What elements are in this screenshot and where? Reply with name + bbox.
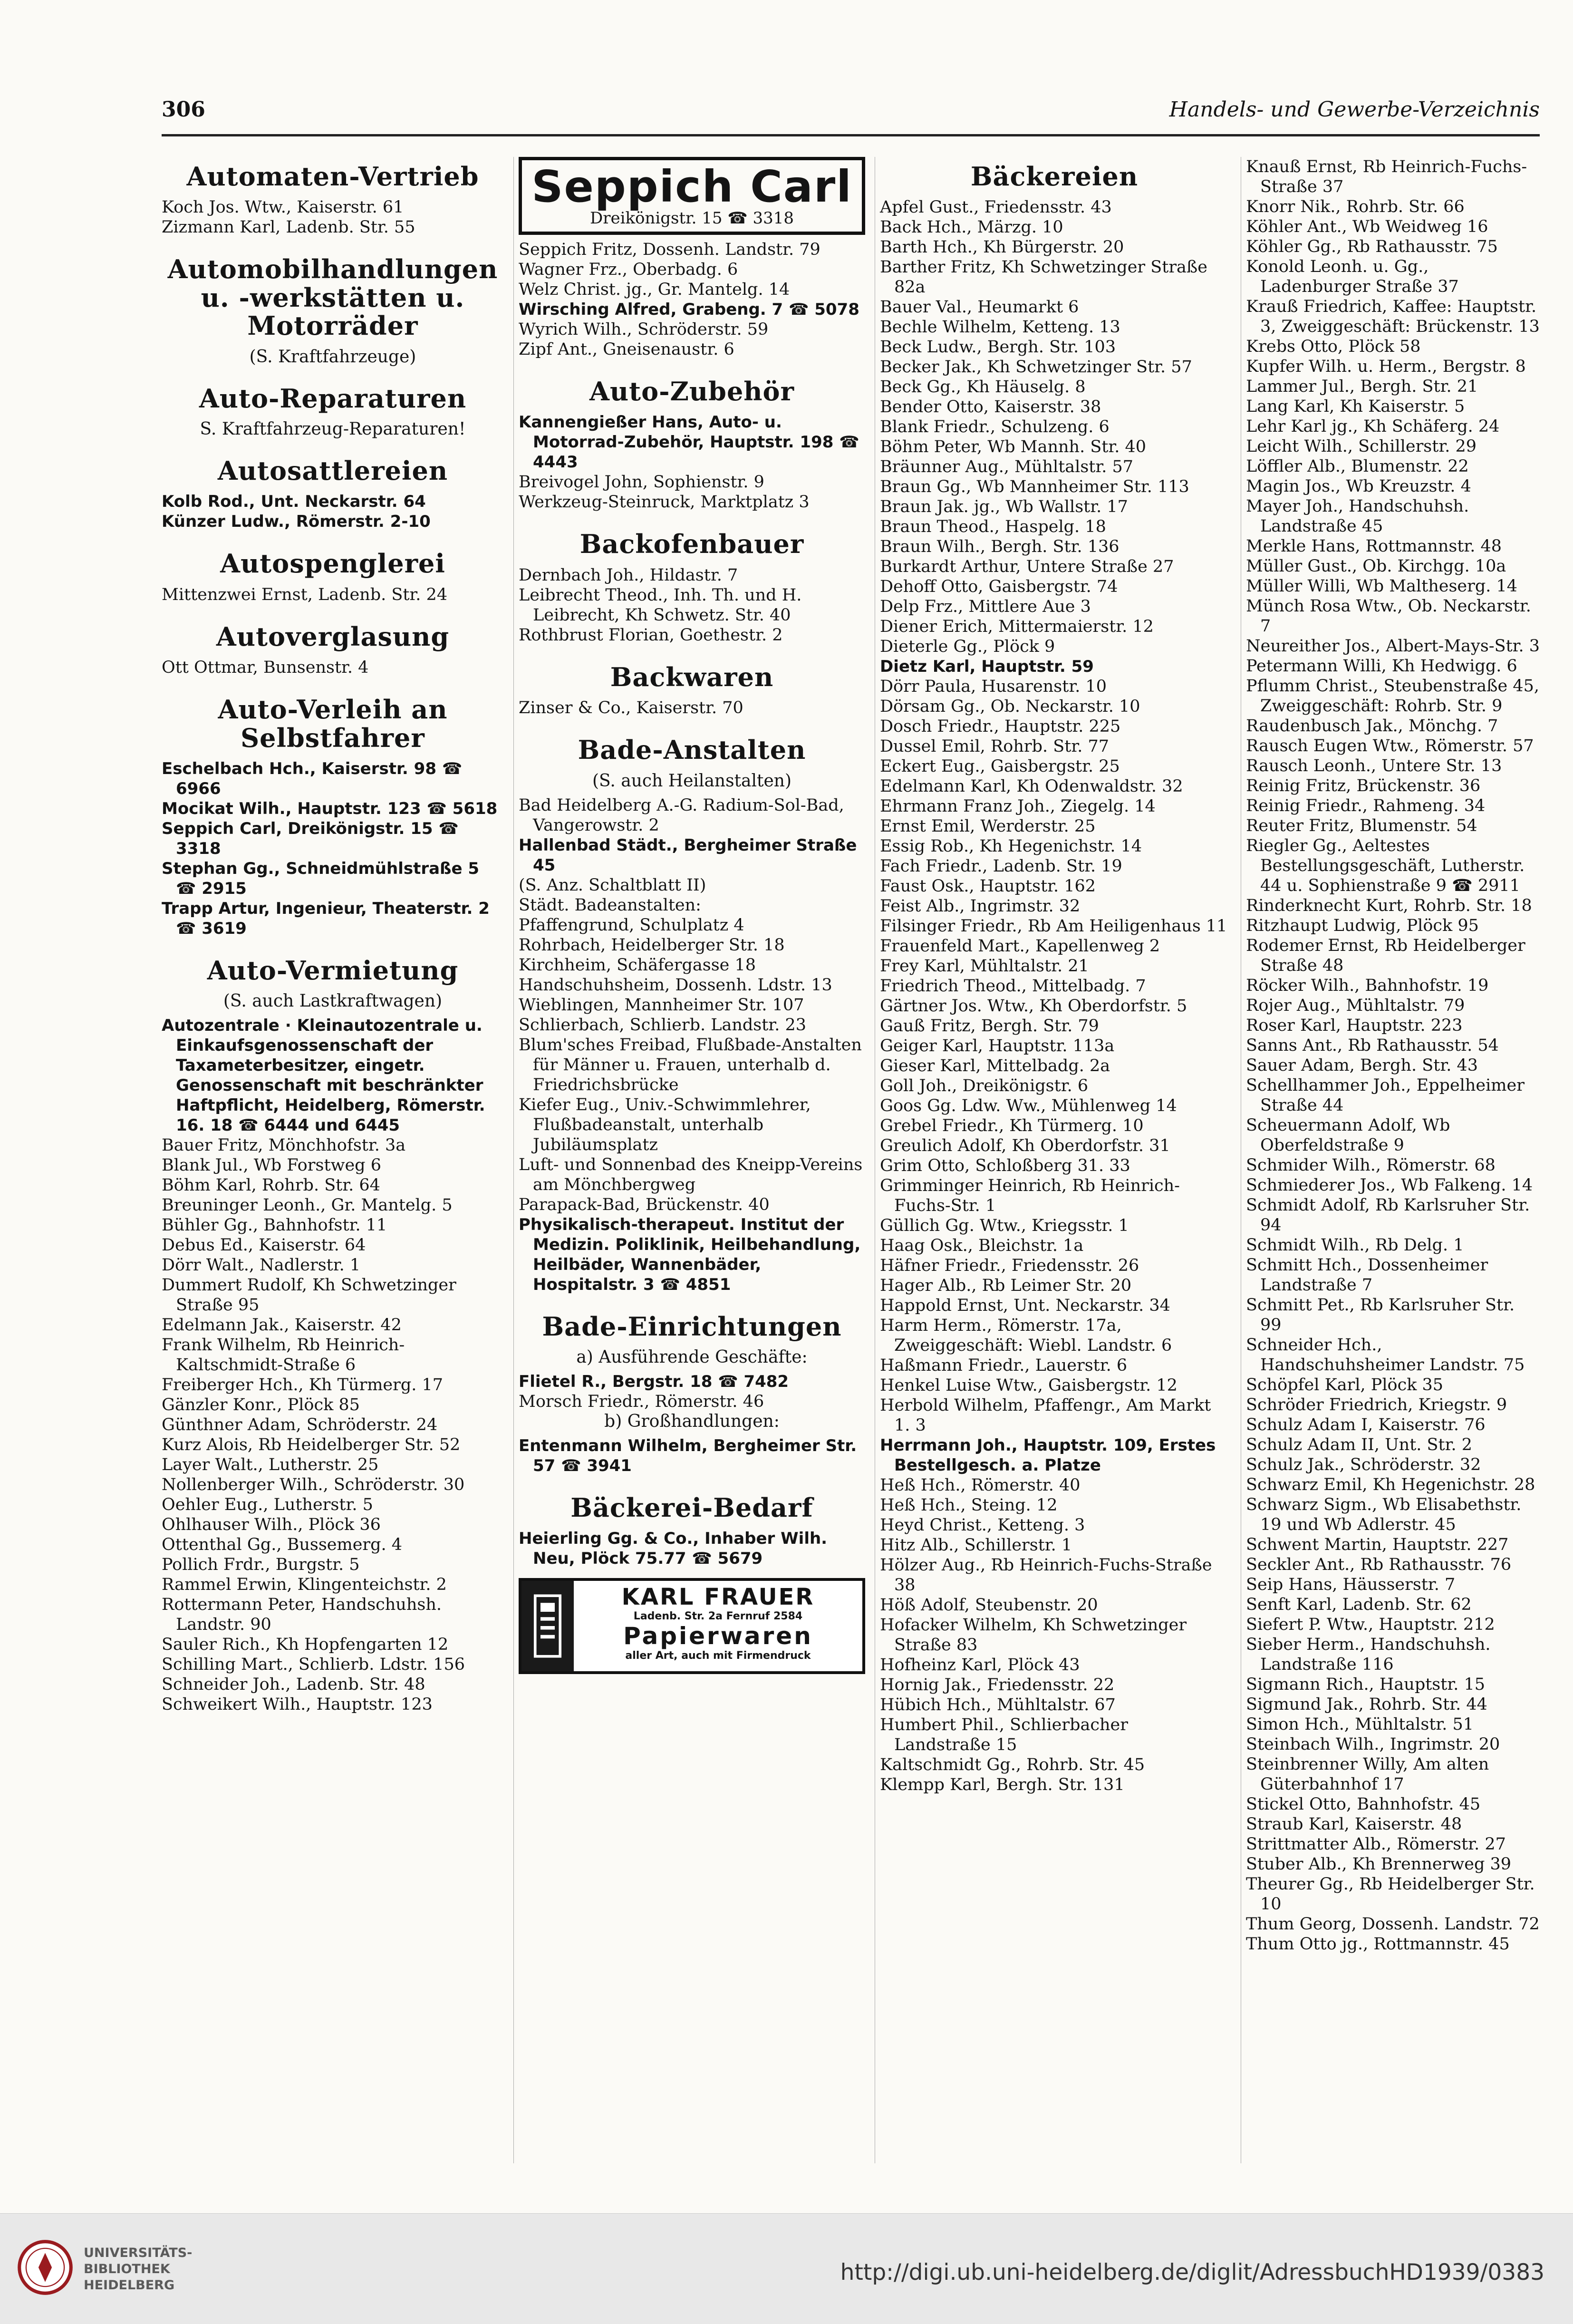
directory-entry: Seip Hans, Häusserstr. 7 [1246,1575,1456,1594]
directory-entry: Hornig Jak., Friedensstr. 22 [880,1675,1115,1695]
directory-entry: Dehoff Otto, Gaisbergstr. 74 [880,577,1118,597]
directory-entry: Stephan Gg., Schneidmühlstraße 5 ☎ 2915 [162,859,480,898]
directory-entry: Reuter Fritz, Blumenstr. 54 [1246,816,1477,835]
directory-entry: Wieblingen, Mannheimer Str. 107 [519,995,804,1015]
directory-entry: Müller Gust., Ob. Kirchgg. 10a [1246,557,1506,576]
directory-entry: Nollenberger Wilh., Schröderstr. 30 [162,1475,465,1495]
directory-entry: Bechle Wilhelm, Ketteng. 13 [880,318,1120,337]
directory-entry: Blank Jul., Wb Forstweg 6 [162,1156,381,1175]
directory-entry: Rausch Leonh., Untere Str. 13 [1246,756,1502,775]
directory-entry: Burkardt Arthur, Untere Straße 27 [880,557,1174,577]
directory-entry: Schwarz Sigm., Wb Elisabethstr. 19 und Wb Adlerstr. 45 [1246,1495,1522,1534]
directory-entry: Gärtner Jos. Wtw., Kh Oberdorfstr. 5 [880,997,1187,1016]
directory-entry: Back Hch., Märzg. 10 [880,218,1063,237]
directory-entry: Pfaffengrund, Schulplatz 4 [519,915,744,935]
directory-entry: Hofacker Wilhelm, Kh Schwetzinger Straße 83 [880,1616,1187,1655]
directory-entry: Braun Wilh., Bergh. Str. 136 [880,537,1119,557]
directory-entry: Reinig Friedr., Rahmeng. 34 [1246,796,1486,815]
directory-entry: Rottermann Peter, Handschuhsh. Landstr. 90 [162,1595,442,1635]
directory-entry: Müller Willi, Wb Maltheserg. 14 [1246,577,1518,596]
directory-entry: Frank Wilhelm, Rb Heinrich-Kaltschmidt-Straße 6 [162,1336,405,1375]
directory-entry: Ott Ottmar, Bunsenstr. 4 [162,658,369,678]
directory-entry: Klempp Karl, Bergh. Str. 131 [880,1775,1125,1795]
directory-entry: Leicht Wilh., Schillerstr. 29 [1246,437,1476,456]
directory-entry: Ohlhauser Wilh., Plöck 36 [162,1515,381,1535]
ad-line: KARL FRAUER [621,1584,815,1611]
directory-entry: Böhm Karl, Rohrb. Str. 64 [162,1176,380,1195]
directory-entry: Filsinger Friedr., Rb Am Heiligenhaus 11 [880,917,1227,936]
directory-entry: Breuninger Leonh., Gr. Mantelg. 5 [162,1196,453,1215]
directory-entry: Rausch Eugen Wtw., Römerstr. 57 [1246,736,1534,755]
directory-entry: Dummert Rudolf, Kh Schwetzinger Straße 95 [162,1276,456,1315]
directory-entry: Grim Otto, Schloßberg 31. 33 [880,1156,1130,1176]
directory-entry: Herbold Wilhelm, Pfaffengr., Am Markt 1. 3 [880,1396,1211,1435]
library-name-line3: HEIDELBERG [84,2278,175,2293]
directory-entry: Gauß Fritz, Bergh. Str. 79 [880,1017,1099,1036]
directory-entry: Bauer Fritz, Mönchhofstr. 3a [162,1136,406,1155]
section-heading: Bade-Anstalten [578,735,806,765]
directory-entry: Debus Ed., Kaiserstr. 64 [162,1236,366,1255]
directory-entry: Handschuhsheim, Dossenh. Ldstr. 13 [519,975,832,995]
directory-entry: Wirsching Alfred, Grabeng. 7 ☎ 5078 [519,300,859,319]
directory-entry: Sigmann Rich., Hauptstr. 15 [1246,1675,1486,1694]
directory-entry: Kirchheim, Schäfergasse 18 [519,955,756,975]
directory-entry: Bad Heidelberg A.-G. Radium-Sol-Bad, Vangerowstr. 2 [519,795,844,835]
library-name-line1: UNIVERSITÄTS- [84,2246,193,2260]
directory-entry: Schulz Adam I, Kaiserstr. 76 [1246,1415,1486,1434]
directory-entry: Künzer Ludw., Römerstr. 2-10 [162,512,431,532]
directory-entry: Friedrich Theod., Mittelbadg. 7 [880,977,1146,996]
directory-entry: Kannengießer Hans, Auto- u. Motorrad-Zubehör, Hauptstr. 198 ☎ 4443 [519,413,859,472]
directory-entry: Schwent Martin, Hauptstr. 227 [1246,1535,1509,1554]
directory-entry: Schöpfel Karl, Plöck 35 [1246,1375,1444,1394]
directory-entry: Haßmann Friedr., Lauerstr. 6 [880,1356,1128,1375]
directory-entry: Bauer Val., Heumarkt 6 [880,298,1079,317]
directory-entry: Häfner Friedr., Friedensstr. 26 [880,1256,1139,1276]
directory-entry: Stuber Alb., Kh Brennerweg 39 [1246,1855,1512,1874]
directory-entry: Zinser & Co., Kaiserstr. 70 [519,698,743,718]
directory-entry: Zipf Ant., Gneisenaustr. 6 [519,340,734,359]
directory-entry: Heß Hch., Steing. 12 [880,1496,1058,1515]
directory-entry: Morsch Friedr., Römerstr. 46 [519,1392,764,1411]
directory-entry: Schwarz Emil, Kh Hegenichstr. 28 [1246,1475,1535,1494]
directory-entry: Goos Gg. Ldw. Ww., Mühlenweg 14 [880,1096,1177,1116]
directory-entry: Herrmann Joh., Hauptstr. 109, Erstes Bestellgesch. a. Platze [880,1436,1216,1475]
directory-entry: Entenmann Wilhelm, Bergheimer Str. 57 ☎ 3941 [519,1436,857,1475]
column-2 [513,157,865,2163]
directory-entry: Braun Gg., Wb Mannheimer Str. 113 [880,477,1189,497]
directory-entry: Kolb Rod., Unt. Neckarstr. 64 [162,492,426,512]
section-note: S. Kraftfahrzeug-Reparaturen! [200,419,466,439]
ad-logo-icon [521,1581,574,1671]
directory-entry: Werkzeug-Steinruck, Marktplatz 3 [519,493,810,512]
section-heading: Backwaren [610,661,774,692]
directory-entry: Dörsam Gg., Ob. Neckarstr. 10 [880,697,1140,717]
directory-entry: Steinbrenner Willy, Am alten Güterbahnhof 17 [1246,1755,1489,1794]
directory-entry: Apfel Gust., Friedensstr. 43 [880,198,1112,217]
section-heading: Automobilhandlungen u. -werkstätten u. Motorräder [167,254,498,341]
section-heading: Auto-Reparaturen [199,383,467,414]
column-4 [1241,157,1540,2163]
directory-entry: Greulich Adolf, Kh Oberdorfstr. 31 [880,1136,1170,1156]
directory-entry: Raudenbusch Jak., Mönchg. 7 [1246,717,1498,736]
directory-entry: Dosch Friedr., Hauptstr. 225 [880,717,1121,736]
directory-entry: Löffler Alb., Blumenstr. 22 [1246,457,1469,476]
section-heading: Backofenbauer [579,529,804,560]
directory-entry: Merkle Hans, Rottmannstr. 48 [1246,537,1502,556]
directory-entry: Eckert Eug., Gaisbergstr. 25 [880,757,1120,776]
directory-entry: Schmitt Pet., Rb Karlsruher Str. 99 [1246,1296,1515,1335]
directory-entry: Hallenbad Städt., Bergheimer Straße 45 [519,835,857,875]
directory-entry: Gieser Karl, Mittelbadg. 2a [880,1056,1110,1076]
directory-entry: Schilling Mart., Schlierb. Ldstr. 156 [162,1655,465,1675]
advertisement-seppich [519,157,865,235]
directory-entry: Feist Alb., Ingrimstr. 32 [880,897,1081,916]
directory-entry: Böhm Peter, Wb Mannh. Str. 40 [880,437,1147,457]
directory-entry: Dussel Emil, Rohrb. Str. 77 [880,737,1110,756]
directory-entry: Haag Osk., Bleichstr. 1a [880,1236,1084,1256]
directory-entry: Günthner Adam, Schröderstr. 24 [162,1415,438,1435]
directory-entry: Zizmann Karl, Ladenb. Str. 55 [162,218,415,237]
directory-entry: Schmitt Hch., Dossenheimer Landstraße 7 [1246,1256,1488,1295]
directory-entry: Schulz Jak., Schröderstr. 32 [1246,1455,1481,1474]
directory-entry: Siefert P. Wtw., Hauptstr. 212 [1246,1615,1495,1634]
directory-entry: Diener Erich, Mittermaierstr. 12 [880,617,1154,637]
directory-entry: Mocikat Wilh., Hauptstr. 123 ☎ 5618 [162,799,498,818]
directory-entry: Heyd Christ., Ketteng. 3 [880,1516,1085,1535]
directory-entry: Humbert Phil., Schlierbacher Landstraße 15 [880,1715,1128,1755]
directory-entry: Neureither Jos., Albert-Mays-Str. 3 [1246,637,1540,656]
directory-entry: Wagner Frz., Oberbadg. 6 [519,260,738,279]
directory-entry: Edelmann Karl, Kh Odenwaldstr. 32 [880,777,1183,796]
directory-entry: Kaltschmidt Gg., Rohrb. Str. 45 [880,1755,1145,1775]
directory-entry: Harm Herm., Römerstr. 17a, Zweiggeschäft: Wiebl. Landstr. 6 [880,1316,1172,1356]
directory-entry: Dietz Karl, Hauptstr. 59 [880,657,1094,677]
directory-entry: Becker Jak., Kh Schwetzinger Str. 57 [880,358,1192,377]
directory-entry: Sanns Ant., Rb Rathausstr. 54 [1246,1036,1499,1055]
directory-entry: Ehrmann Franz Joh., Ziegelg. 14 [880,797,1156,816]
directory-columns [162,157,1540,2163]
directory-entry: Blum'sches Freibad, Flußbade-Anstalten für Männer u. Frauen, unterhalb d. Friedrichsbrücke [519,1035,862,1094]
directory-entry: Flietel R., Bergstr. 18 ☎ 7482 [519,1372,789,1391]
directory-entry: Ottenthal Gg., Bussemerg. 4 [162,1535,403,1555]
section-heading: Autosattlereien [217,455,448,486]
section-heading: Bäckereien [970,161,1139,192]
directory-entry: Seppich Fritz, Dossenh. Landstr. 79 [519,240,820,259]
directory-entry: Rohrbach, Heidelberger Str. 18 [519,935,785,955]
directory-entry: Thum Otto jg., Rottmannstr. 45 [1246,1935,1510,1954]
section-heading: Auto-Vermietung [207,955,459,986]
directory-entry: Magin Jos., Wb Kreuzstr. 4 [1246,477,1471,496]
directory-entry: Luft- und Sonnenbad des Kneipp-Vereins am Mönchbergweg [519,1155,863,1194]
directory-entry: Städt. Badeanstalten: [519,895,701,915]
directory-entry: Parapack-Bad, Brückenstr. 40 [519,1195,770,1214]
directory-entry: Rothbrust Florian, Goethestr. 2 [519,625,783,645]
page-header [162,97,1540,126]
directory-entry: Barther Fritz, Kh Schwetzinger Straße 82a [880,258,1208,297]
ad-line: Ladenb. Str. 2a Fernruf 2584 [633,1610,803,1623]
directory-entry: Hofheinz Karl, Plöck 43 [880,1656,1080,1675]
permalink-url[interactable]: http://digi.ub.uni-heidelberg.de/diglit/AdressbuchHD1939/0383 [840,2259,1544,2285]
directory-entry: Senft Karl, Ladenb. Str. 62 [1246,1595,1472,1614]
directory-entry: Strittmatter Alb., Römerstr. 27 [1246,1835,1506,1854]
directory-entry: Freiberger Hch., Kh Türmerg. 17 [162,1375,444,1395]
directory-entry: Seppich Carl, Dreikönigstr. 15 ☎ 3318 [162,819,459,858]
directory-entry: Hitz Alb., Schillerstr. 1 [880,1536,1072,1555]
directory-entry: Seckler Ant., Rb Rathausstr. 76 [1246,1555,1512,1574]
directory-entry: Rinderknecht Kurt, Rohrb. Str. 18 [1246,896,1532,915]
directory-entry: Layer Walt., Lutherstr. 25 [162,1455,379,1475]
directory-entry: (S. Anz. Schaltblatt II) [519,875,706,895]
directory-entry: Knorr Nik., Rohrb. Str. 66 [1246,197,1465,216]
directory-entry: Konold Leonh. u. Gg., Ladenburger Straße 37 [1246,257,1459,296]
directory-entry: Faust Osk., Hauptstr. 162 [880,877,1096,896]
library-name [84,2245,192,2294]
directory-entry: Edelmann Jak., Kaiserstr. 42 [162,1316,402,1335]
directory-entry: Lang Karl, Kh Kaiserstr. 5 [1246,397,1465,416]
directory-entry: Gänzler Konr., Plöck 85 [162,1395,360,1415]
directory-entry: Breivogel John, Sophienstr. 9 [519,473,764,492]
directory-entry: Schmider Wilh., Römerstr. 68 [1246,1156,1496,1175]
directory-entry: Köhler Ant., Wb Weidweg 16 [1246,217,1488,236]
section-heading: Autoverglasung [216,621,450,652]
ad-line: aller Art, auch mit Firmendruck [625,1650,811,1662]
page-number: 306 [162,97,205,122]
directory-entry: Scheuermann Adolf, Wb Oberfeldstraße 9 [1246,1116,1450,1155]
directory-entry: Röcker Wilh., Bahnhofstr. 19 [1246,976,1489,995]
directory-entry: Reinig Fritz, Brückenstr. 36 [1246,776,1481,795]
directory-entry: Koch Jos. Wtw., Kaiserstr. 61 [162,198,404,217]
directory-entry: Höß Adolf, Steubenstr. 20 [880,1596,1098,1615]
directory-entry: Münch Rosa Wtw., Ob. Neckarstr. 7 [1246,597,1531,636]
directory-entry: Ritzhaupt Ludwig, Plöck 95 [1246,916,1479,935]
ad-text [574,1581,862,1671]
directory-entry: Thum Georg, Dossenh. Landstr. 72 [1246,1915,1540,1934]
directory-entry: Schröder Friedrich, Kriegstr. 9 [1246,1395,1507,1414]
directory-entry: Braun Theod., Haspelg. 18 [880,517,1106,537]
directory-entry: Stickel Otto, Bahnhofstr. 45 [1246,1795,1481,1814]
directory-entry: Lehr Karl jg., Kh Schäferg. 24 [1246,417,1500,436]
section-heading: Auto-Verleih an Selbstfahrer [218,694,448,753]
directory-entry: Rodemer Ernst, Rb Heidelberger Straße 48 [1246,936,1525,975]
directory-entry: Ernst Emil, Werderstr. 25 [880,817,1096,836]
header-rule [162,134,1540,136]
directory-entry: Heierling Gg. & Co., Inhaber Wilh. Neu, Plöck 75.77 ☎ 5679 [519,1529,828,1569]
directory-entry: Bräunner Aug., Mühltalstr. 57 [880,457,1134,477]
section-note: (S. Kraftfahrzeuge) [249,347,416,367]
ad-line: Papierwaren [623,1622,813,1650]
directory-entry: Schneider Joh., Ladenb. Str. 48 [162,1675,425,1695]
directory-entry: Sauler Rich., Kh Hopfengarten 12 [162,1635,449,1655]
directory-entry: Dörr Walt., Nadlerstr. 1 [162,1256,361,1275]
section-note: (S. auch Lastkraftwagen) [223,991,443,1011]
directory-entry: Henkel Luise Wtw., Gaisbergstr. 12 [880,1376,1177,1395]
directory-entry: Trapp Artur, Ingenieur, Theaterstr. 2 ☎ 3619 [162,899,490,938]
directory-entry: Pflumm Christ., Steubenstraße 45, Zweiggeschäft: Rohrb. Str. 9 [1246,677,1540,716]
directory-entry: Pollich Frdr., Burgstr. 5 [162,1555,360,1575]
ad-company-name: Seppich Carl [531,161,852,212]
directory-entry: Bender Otto, Kaiserstr. 38 [880,397,1101,417]
directory-entry: Physikalisch-therapeut. Institut der Medizin. Poliklinik, Heilbehandlung, Heilbäder, Wannenbäder, Hospitalstr. 3 ☎ 4851 [519,1215,861,1294]
directory-entry: Autozentrale · Kleinautozentrale u. Einkaufsgenossenschaft der Taxameterbesitzer, eingetr. Genossenschaft mit beschränkter Haftpflicht, Heidelberg, Römerstr. 16. 18 ☎ 6444 und 6445 [162,1016,485,1135]
directory-entry: Eschelbach Hch., Kaiserstr. 98 ☎ 6966 [162,759,463,798]
directory-entry: Riegler Gg., Aeltestes Bestellungsgeschäft, Lutherstr. 44 u. Sophienstraße 9 ☎ 2911 [1246,836,1525,895]
section-heading: Auto-Zubehör [589,376,795,407]
ad-address: Dreikönigstr. 15 ☎ 3318 [589,209,794,228]
directory-entry: Leibrecht Theod., Inh. Th. und H. Leibrecht, Kh Schwetz. Str. 40 [519,585,802,625]
directory-entry: Frauenfeld Mart., Kapellenweg 2 [880,937,1160,956]
directory-entry: Heß Hch., Römerstr. 40 [880,1476,1081,1495]
directory-entry: Sauer Adam, Bergh. Str. 43 [1246,1056,1478,1075]
section-heading: Bäckerei-Bedarf [570,1492,813,1523]
directory-entry: Essig Rob., Kh Hegenichstr. 14 [880,837,1142,856]
directory-entry: Fach Friedr., Ladenb. Str. 19 [880,857,1122,876]
directory-entry: Krebs Otto, Plöck 58 [1246,337,1421,356]
directory-entry: Barth Hch., Kh Bürgerstr. 20 [880,238,1124,257]
directory-entry: Krauß Friedrich, Kaffee: Hauptstr. 3, Zweiggeschäft: Brückenstr. 13 [1246,297,1540,336]
directory-entry: Schweikert Wilh., Hauptstr. 123 [162,1695,433,1714]
directory-entry: Oehler Eug., Lutherstr. 5 [162,1495,373,1515]
directory-entry: Rammel Erwin, Klingenteichstr. 2 [162,1575,447,1595]
section-heading: Automaten-Vertrieb [186,161,479,192]
directory-entry: Schmiederer Jos., Wb Falkeng. 14 [1246,1176,1533,1195]
directory-entry: Wyrich Wilh., Schröderstr. 59 [519,320,769,339]
section-heading: Bade-Einrichtungen [542,1311,842,1342]
directory-entry: Schulz Adam II, Unt. Str. 2 [1246,1435,1472,1454]
directory-entry: Mittenzwei Ernst, Ladenb. Str. 24 [162,585,448,604]
directory-entry: Grebel Friedr., Kh Türmerg. 10 [880,1116,1144,1136]
directory-entry: Dieterle Gg., Plöck 9 [880,637,1055,657]
directory-entry: Güllich Gg. Wtw., Kriegsstr. 1 [880,1216,1129,1236]
column-3 [875,157,1229,2163]
directory-entry: Grimminger Heinrich, Rb Heinrich-Fuchs-Str. 1 [880,1176,1180,1216]
directory-entry: Schlierbach, Schlierb. Landstr. 23 [519,1015,806,1035]
directory-entry: Frey Karl, Mühltalstr. 21 [880,957,1089,976]
directory-entry: Simon Hch., Mühltalstr. 51 [1246,1715,1474,1734]
directory-entry: Goll Joh., Dreikönigstr. 6 [880,1076,1089,1096]
directory-entry: Beck Ludw., Bergh. Str. 103 [880,338,1116,357]
directory-entry: Petermann Willi, Kh Hedwigg. 6 [1246,657,1517,676]
directory-entry: Knauß Ernst, Rb Heinrich-Fuchs-Straße 37 [1246,157,1527,196]
directory-entry: Dernbach Joh., Hildastr. 7 [519,565,738,585]
directory-entry: Rojer Aug., Mühltalstr. 79 [1246,996,1465,1015]
section-heading: Autospenglerei [220,548,445,579]
advertisement-frauer [519,1578,865,1674]
section-note: b) Großhandlungen: [604,1411,780,1431]
directory-entry: Welz Christ. jg., Gr. Mantelg. 14 [519,280,790,299]
directory-entry: Schmidt Adolf, Rb Karlsruher Str. 94 [1246,1196,1530,1235]
directory-entry: Hübich Hch., Mühltalstr. 67 [880,1695,1116,1715]
directory-entry: Kiefer Eug., Univ.-Schwimmlehrer, Flußbadeanstalt, unterhalb Jubiläumsplatz [519,1095,811,1154]
directory-entry: Kurz Alois, Rb Heidelberger Str. 52 [162,1435,461,1455]
directory-entry: Steinbach Wilh., Ingrimstr. 20 [1246,1735,1500,1754]
directory-entry: Schellhammer Joh., Eppelheimer Straße 44 [1246,1076,1525,1115]
directory-entry: Braun Jak. jg., Wb Wallstr. 17 [880,497,1128,517]
directory-entry: Dörr Paula, Husarenstr. 10 [880,677,1107,697]
directory-entry: Mayer Joh., Handschuhsh. Landstraße 45 [1246,497,1469,536]
library-name-line2: BIBLIOTHEK [84,2262,170,2276]
directory-entry: Sigmund Jak., Rohrb. Str. 44 [1246,1695,1487,1714]
library-footer [0,2213,1573,2324]
directory-entry: Bühler Gg., Bahnhofstr. 11 [162,1216,387,1235]
directory-entry: Blank Friedr., Schulzeng. 6 [880,417,1110,437]
directory-entry: Delp Frz., Mittlere Aue 3 [880,597,1091,617]
directory-entry: Lammer Jul., Bergh. Str. 21 [1246,377,1478,396]
directory-entry: Hölzer Aug., Rb Heinrich-Fuchs-Straße 38 [880,1556,1212,1595]
directory-entry: Kupfer Wilh. u. Herm., Bergstr. 8 [1246,357,1526,376]
directory-entry: Theurer Gg., Rb Heidelberger Str. 10 [1246,1875,1535,1914]
directory-entry: Happold Ernst, Unt. Neckarstr. 34 [880,1296,1170,1316]
directory-entry: Schneider Hch., Handschuhsheimer Landstr. 75 [1246,1336,1525,1375]
university-seal-icon [17,2239,73,2295]
directory-entry: Köhler Gg., Rb Rathausstr. 75 [1246,237,1498,256]
directory-entry: Sieber Herm., Handschuhsh. Landstraße 116 [1246,1635,1491,1674]
directory-entry: Roser Karl, Hauptstr. 223 [1246,1016,1463,1035]
running-title: Handels- und Gewerbe-Verzeichnis [1169,97,1540,122]
directory-entry: Beck Gg., Kh Häuselg. 8 [880,378,1086,397]
column-1 [162,157,504,2163]
section-note: (S. auch Heilanstalten) [592,771,792,791]
directory-entry: Straub Karl, Kaiserstr. 48 [1246,1815,1462,1834]
directory-entry: Hager Alb., Rb Leimer Str. 20 [880,1276,1132,1296]
directory-entry: Schmidt Wilh., Rb Delg. 1 [1246,1236,1464,1255]
directory-entry: Geiger Karl, Hauptstr. 113a [880,1036,1115,1056]
section-note: a) Ausführende Geschäfte: [576,1347,808,1367]
